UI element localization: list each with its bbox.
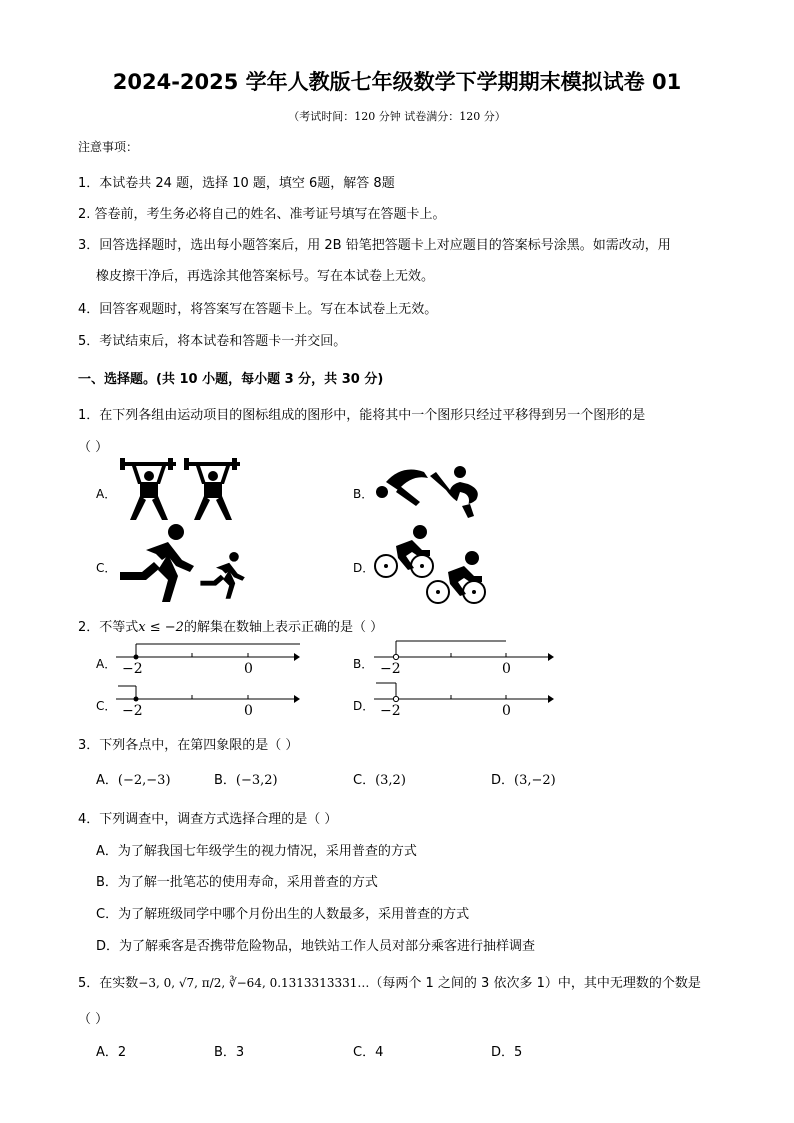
option-b: B．3 — [214, 1045, 245, 1060]
cyclist-icon — [375, 525, 433, 577]
gymnast-icons — [372, 462, 492, 522]
option-label-c: C． — [96, 699, 117, 713]
notes-heading: 注意事项： — [78, 140, 139, 154]
option-label-b: B． — [353, 657, 374, 671]
cyclist-icons — [372, 524, 492, 608]
gymnast-icon — [376, 470, 428, 506]
option-label-d: D． — [353, 699, 375, 713]
note-item: 橡皮擦干净后，再选涂其他答案标号。写在本试卷上无效。 — [96, 269, 435, 284]
note-item: 3．回答选择题时，选出每小题答案后，用 2B 铅笔把答题卡上对应题目的答案标号涂黑。如需改动，用 — [78, 238, 671, 253]
option-c: C．为了解班级同学中哪个月份出生的人数最多，采用普查的方式 — [96, 907, 470, 922]
option-d: D．(3,−2) — [491, 773, 556, 788]
option-label-c: C． — [96, 561, 117, 575]
option-c: C．(3,2) — [353, 773, 406, 788]
option-d: D．为了解乘客是否携带危险物品，地铁站工作人员对部分乘客进行抽样调查 — [96, 939, 536, 954]
tick-label: 0 — [244, 661, 253, 677]
option-c: C．4 — [353, 1045, 384, 1060]
gymnast-icon — [430, 466, 478, 518]
note-item: 1．本试卷共 24 题，选择 10 题，填空 6题，解答 8题 — [78, 176, 395, 191]
page-title: 2024-2025 学年人教版七年级数学下学期期末模拟试卷 01 — [112, 70, 682, 94]
runner-icon — [200, 552, 244, 599]
option-label-b: B． — [353, 487, 374, 501]
question-1-stem: 1．在下列各组由运动项目的图标组成的图形中，能将其中一个图形只经过平移得到另一个图形的是 — [78, 408, 646, 423]
answer-paren: （ ） — [78, 1012, 109, 1027]
option-a: A．2 — [96, 1045, 127, 1060]
runner-icons — [116, 524, 246, 608]
question-5-stem: 5．在实数−3, 0, √7, π/2, ∛−64, 0.1313313331…（每两个 1 之间的 3 依次多 1）中，其中无理数的个数是 — [78, 976, 701, 991]
option-a: A．为了解我国七年级学生的视力情况，采用普查的方式 — [96, 844, 417, 859]
tick-label: 0 — [244, 703, 253, 719]
cyclist-icon — [427, 551, 485, 603]
number-line-c — [116, 682, 300, 704]
weightlifter-icons — [116, 458, 246, 522]
note-item: 5．考试结束后，将本试卷和答题卡一并交回。 — [78, 334, 347, 349]
note-item: 4．回答客观题时，将答案写在答题卡上。写在本试卷上无效。 — [78, 302, 438, 317]
runner-icon — [120, 524, 194, 602]
tick-label: 0 — [502, 703, 511, 719]
number-line-d — [374, 680, 554, 704]
number-line-a — [116, 640, 300, 662]
question-4-stem: 4．下列调查中，调查方式选择合理的是（ ） — [78, 812, 338, 827]
question-2-stem: 2．不等式x ≤ −2的解集在数轴上表示正确的是（ ） — [78, 620, 384, 635]
number-line-b — [374, 638, 554, 662]
section-heading: 一、选择题。(共 10 小题，每小题 3 分，共 30 分) — [78, 372, 384, 387]
option-b: B．为了解一批笔芯的使用寿命，采用普查的方式 — [96, 875, 378, 890]
tick-label: −2 — [122, 703, 143, 719]
option-a: A．(−2,−3) — [96, 773, 171, 788]
tick-label: −2 — [380, 703, 401, 719]
note-item: 2. 答卷前，考生务必将自己的姓名、准考证号填写在答题卡上。 — [78, 207, 446, 222]
option-label-a: A． — [96, 657, 117, 671]
question-3-stem: 3．下列各点中，在第四象限的是（ ） — [78, 738, 299, 753]
tick-label: 0 — [502, 661, 511, 677]
option-d: D．5 — [491, 1045, 523, 1060]
tick-label: −2 — [380, 661, 401, 677]
weightlifter-icon — [184, 458, 240, 520]
weightlifter-icon — [120, 458, 176, 520]
option-label-d: D． — [353, 561, 375, 575]
option-b: B．(−3,2) — [214, 773, 278, 788]
option-label-a: A． — [96, 487, 117, 501]
exam-info: （考试时间：120 分钟 试卷满分：120 分） — [288, 110, 506, 123]
answer-paren: （ ） — [78, 440, 109, 455]
tick-label: −2 — [122, 661, 143, 677]
